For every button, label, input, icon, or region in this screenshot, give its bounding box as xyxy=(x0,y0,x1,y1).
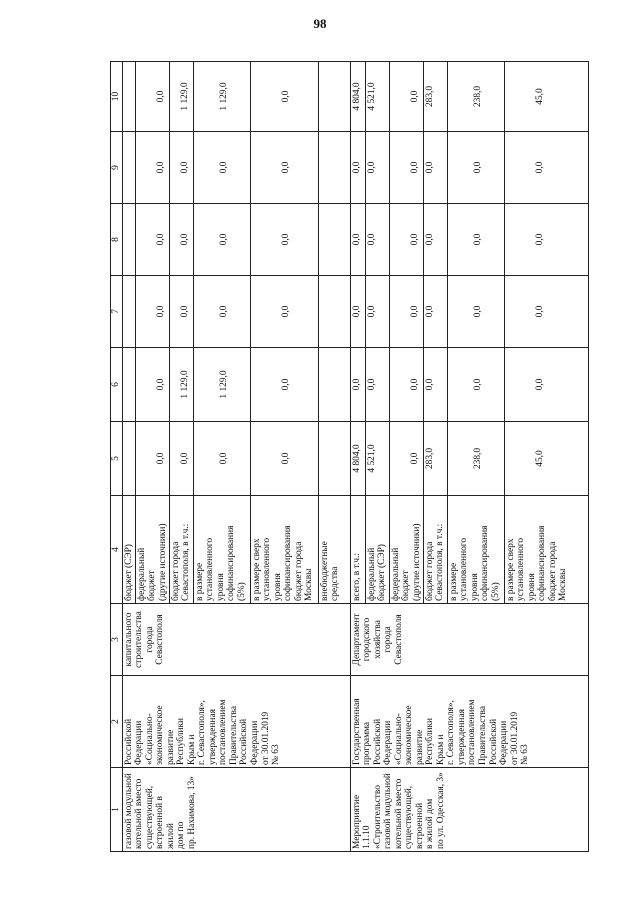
col-header-5: 5 xyxy=(111,422,123,496)
value: 0,0 xyxy=(504,348,572,421)
value: 0,0 xyxy=(504,132,572,203)
source-line: федеральный бюджет (другие источники) xyxy=(135,496,169,603)
source-line: федеральный бюджет (другие источники) xyxy=(389,496,423,603)
value: 0,0 xyxy=(504,204,572,275)
value: 1 129,0 xyxy=(193,62,250,131)
value: 0,0 xyxy=(135,204,169,275)
value: 0,0 xyxy=(389,348,423,421)
value: 0,0 xyxy=(423,348,447,421)
value-col-7 xyxy=(122,276,350,348)
source-line: бюджет (СЭР) xyxy=(123,544,134,601)
value: 0,0 xyxy=(250,62,318,131)
col-header-2: 2 xyxy=(111,676,123,768)
value: 238,0 xyxy=(447,422,504,495)
value: 0,0 xyxy=(423,204,447,275)
value: 45,0 xyxy=(504,422,572,495)
executor-cell: Департамент городского хозяйства города Севастополя xyxy=(350,604,588,676)
source-line: бюджет города Севастополя, в т.ч.: xyxy=(423,496,447,603)
col-header-9: 9 xyxy=(111,132,123,204)
table-row xyxy=(350,62,588,852)
program-cell: Российской Федерации «Социально- экономическое развитие Республики Крым и г. Севастополя», утвержденная постановлением Правительства Российской Федерации от 30.01.2019 № 63 xyxy=(122,676,350,768)
executor-cell: капитального строительства города Севастополя xyxy=(122,604,350,676)
value: 45,0 xyxy=(504,62,572,131)
value: 0,0 xyxy=(193,132,250,203)
value-col-5 xyxy=(122,422,350,496)
value: 1 129,0 xyxy=(193,348,250,421)
source-line: федеральный бюджет (СЭР) xyxy=(365,496,389,603)
value: 0,0 xyxy=(365,276,389,347)
value: 0,0 xyxy=(389,62,423,131)
value: 1 129,0 xyxy=(169,348,193,421)
value-col-8 xyxy=(350,204,588,276)
value-col-6 xyxy=(350,348,588,422)
value: 0,0 xyxy=(135,276,169,347)
value: 0,0 xyxy=(447,276,504,347)
source-line: бюджет города Севастополя, в т.ч.: xyxy=(169,496,193,603)
value-col-7 xyxy=(350,276,588,348)
value: 0,0 xyxy=(389,132,423,203)
value: 0,0 xyxy=(135,422,169,495)
value: 283,0 xyxy=(423,62,447,131)
program-cell: Государственная программа Российской Федерации «Социально- экономическое развитие Республики Крым и г. Севастополя», утвержденная постановлением Правительства Российской Федерации от 30.01.2019 № 63 xyxy=(350,676,588,768)
value: 0,0 xyxy=(504,276,572,347)
value: 0,0 xyxy=(169,422,193,495)
value: 0,0 xyxy=(250,348,318,421)
measure-name-cell: газовой модульной котельной вместо существующей, встроенной в жилой дом по пр. Нахимова, 13» xyxy=(122,768,350,852)
value: 0,0 xyxy=(447,132,504,203)
value: 0,0 xyxy=(351,233,362,246)
value-col-10 xyxy=(122,62,350,132)
value: 0,0 xyxy=(135,62,169,131)
value: 0,0 xyxy=(365,132,389,203)
value: 1 129,0 xyxy=(169,62,193,131)
value: 0,0 xyxy=(169,132,193,203)
table-row xyxy=(122,62,350,852)
value: 4 521,0 xyxy=(365,422,389,495)
funding-sources-cell xyxy=(122,496,350,604)
value: 0,0 xyxy=(250,132,318,203)
value: 0,0 xyxy=(365,348,389,421)
value-col-8 xyxy=(122,204,350,276)
value: 0,0 xyxy=(135,132,169,203)
value: 0,0 xyxy=(135,348,169,421)
page-number: 98 xyxy=(313,16,327,31)
value: 0,0 xyxy=(351,378,362,391)
column-number-row xyxy=(111,62,123,852)
value: 0,0 xyxy=(447,348,504,421)
value: 0,0 xyxy=(423,132,447,203)
value: 0,0 xyxy=(169,276,193,347)
value: 0,0 xyxy=(250,422,318,495)
value-col-6 xyxy=(122,348,350,422)
source-line: в размере установленного уровня софинансирования (5%) xyxy=(193,496,250,603)
value: 0,0 xyxy=(389,204,423,275)
value: 4 804,0 xyxy=(351,444,362,473)
value: 0,0 xyxy=(389,422,423,495)
source-line: внебюджетные средства xyxy=(318,496,344,603)
value: 0,0 xyxy=(351,305,362,318)
value: 0,0 xyxy=(193,204,250,275)
value: 0,0 xyxy=(169,204,193,275)
value: 0,0 xyxy=(250,204,318,275)
col-header-8: 8 xyxy=(111,204,123,276)
col-header-3: 3 xyxy=(111,604,123,676)
value: 238,0 xyxy=(447,62,504,131)
value: 0,0 xyxy=(351,161,362,174)
value: 0,0 xyxy=(365,204,389,275)
value-col-10 xyxy=(350,62,588,132)
source-line: в размере установленного уровня софинансирования (5%) xyxy=(447,496,504,603)
value: 4 521,0 xyxy=(365,62,389,131)
value-col-9 xyxy=(122,132,350,204)
value: 0,0 xyxy=(389,276,423,347)
value: 4 804,0 xyxy=(351,82,362,111)
funding-sources-cell xyxy=(350,496,588,604)
col-header-1: 1 xyxy=(111,768,123,852)
col-header-6: 6 xyxy=(111,348,123,422)
col-header-10: 10 xyxy=(111,62,123,132)
source-line: в размере сверх установленного уровня софинансирования бюджет города Москвы xyxy=(504,496,572,603)
value: 0,0 xyxy=(193,422,250,495)
rotated-table-area xyxy=(110,62,590,852)
value: 0,0 xyxy=(250,276,318,347)
col-header-7: 7 xyxy=(111,276,123,348)
value-col-9 xyxy=(350,132,588,204)
source-line: в размере сверх установленного уровня софинансирования бюджет города Москвы xyxy=(250,496,318,603)
value: 0,0 xyxy=(447,204,504,275)
value: 283,0 xyxy=(423,422,447,495)
value: 0,0 xyxy=(193,276,250,347)
measure-name-cell: Мероприятие 1.1.10 «Строительство газовой модульной котельной вместо существующей, встроенной в жилой дом по ул. Одесская, 3» xyxy=(350,768,588,852)
source-line: всего, в т.ч.: xyxy=(351,553,362,601)
budget-table xyxy=(110,61,589,852)
value-col-5 xyxy=(350,422,588,496)
value: 0,0 xyxy=(423,276,447,347)
col-header-4: 4 xyxy=(111,496,123,604)
